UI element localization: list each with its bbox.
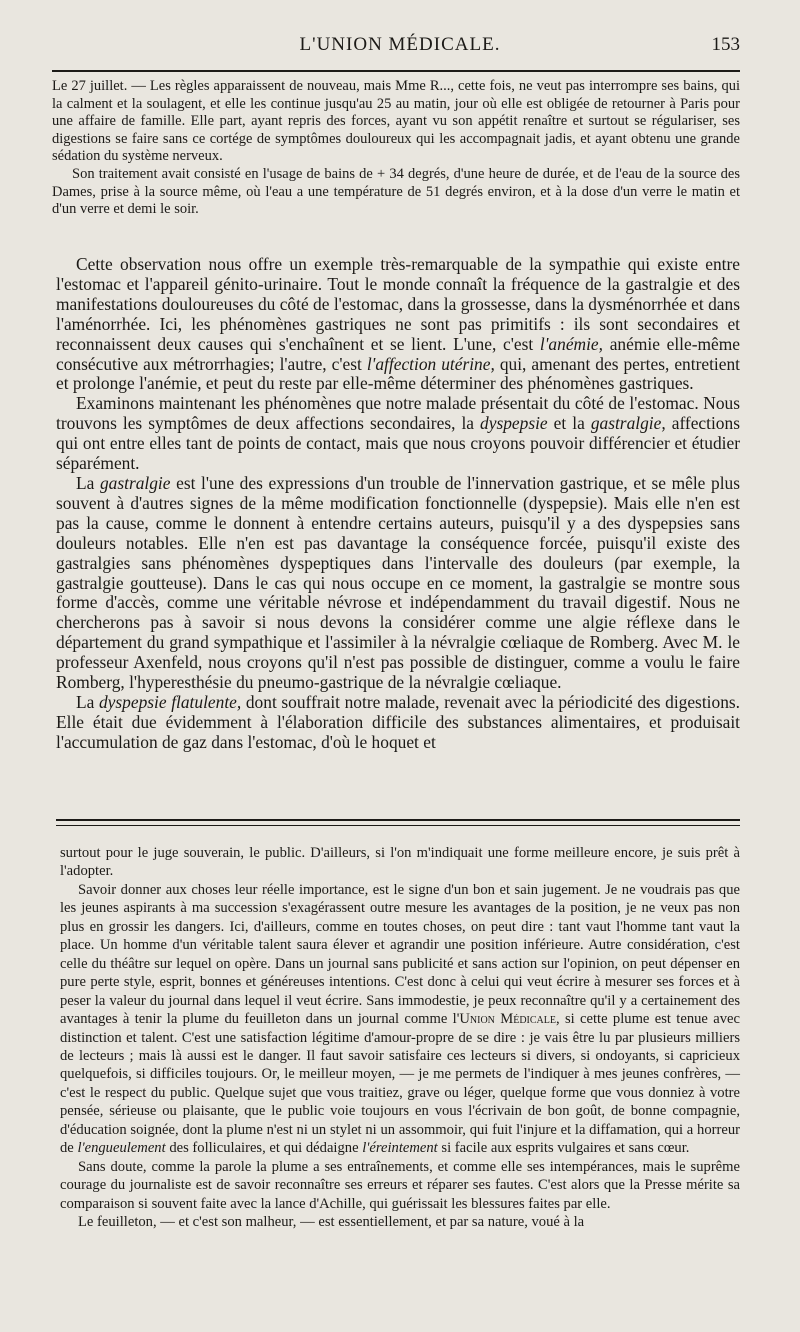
- discussion-paragraph-4: [56, 693, 740, 753]
- running-title: L'UNION MÉDICALE.: [299, 34, 501, 55]
- text-run: La: [76, 472, 95, 493]
- text-run: Examinons maintenant les phénomènes que notre malade présentait du côté de l'estomac. Nous trouvons les symptômes de deux affections secondaires, la: [56, 393, 740, 434]
- case-paragraph-1: Le 27 juillet. — Les règles apparaissent de nouveau, mais Mme R..., cette fois, ne veut pas interrompre ses bains, qui la calment et la soulagent, et elle les continue jusqu'au 25 au matin, jour où elle est obligée de retourner à Paris pour une affaire de famille. Elle part, ayant repris des forces, ayant vu son appétit renaître et surtout se régulariser, ses digestions se faire sans ce cortége de symptômes douloureux qui les accompagnait jadis, et ayant obtenu une grande sédation du système nerveux.: [52, 78, 740, 165]
- feuilleton-paragraph-1: surtout pour le juge souverain, le public. D'ailleurs, si l'on m'indiquait une forme meilleure encore, je suis prêt à l'adopter.: [60, 845, 740, 880]
- text-run: dont souffrait notre malade, revenait avec la périodicité des digestions. Elle était due évidemment à l'élaboration difficile des substances alimentaires, et produisait l'accumulation de gaz dans l'estomac, d'où le hoquet et: [56, 691, 740, 752]
- case-paragraph-2: Son traitement avait consisté en l'usage de bains de + 34 degrés, d'une heure de durée, et de l'eau de la source des Dames, prise à la source même, où l'eau a une température de 51 degrés environ, et à la dose d'un verre le matin et d'un verre et demi le soir.: [52, 165, 740, 218]
- feuilleton-rule-thick: [56, 819, 740, 821]
- text-run: si facile aux esprits vulgaires et sans cœur.: [441, 1140, 690, 1157]
- feuilleton-paragraph-4: Le feuilleton, — et c'est son malheur, — est essentiellement, et par sa nature, voué à la: [78, 1214, 585, 1231]
- italic-term: gastralgie: [99, 472, 171, 493]
- italic-term: l'engueulement: [77, 1140, 166, 1157]
- discussion-text: [56, 255, 740, 753]
- text-run: , si cette plume est tenue avec distinction et talent. C'est une satisfaction légitime d'amour-propre de se dire : je vais être lu par plusieurs milliers de lecteurs ; mais là aussi est le danger. Il faut savoir satisfaire ces lecteurs si divers, si ondoyants, si capricieux quelquefois, si difficiles toujours. Or, le meilleur moyen, — je me permets de l'indiquer à mes jeunes confrères, — c'est le respect du public. Quelque sujet que vous traitiez, grave ou léger, quelque forme que vous donniez à votre pensée, sérieuse ou plaisante, que le public voie toujours en vous l'écrivain de bon goût, de bonne compagnie, d'éducation soignée, dont la plume n'est ni un stylet ni un assommoir, qui fuit l'injure et la diffamation, qui a horreur de: [60, 1011, 740, 1157]
- case-report: [52, 78, 740, 219]
- italic-term: gastralgie,: [590, 413, 666, 434]
- italic-term: l'affection utérine,: [366, 353, 495, 374]
- page-header: [60, 34, 740, 58]
- feuilleton-rule-thin: [56, 825, 740, 826]
- feuilleton-paragraph-3: Sans doute, comme la parole la plume a ses entraînements, et comme elle ses intempérances, mais le suprême courage du journaliste est de savoir reconnaître ses erreurs et réparer ses fautes. C'est alors que la Presse mérite sa comparaison si souvent faite avec la lance d'Achille, qui guérissait les blessures faites par elle.: [60, 1158, 740, 1212]
- text-run: La: [76, 691, 95, 712]
- text-run: Cette observation nous offre un exemple très-remarquable de la sympathie qui existe entre l'estomac et l'appareil génito-urinaire. Tout le monde connaît la fréquence de la gastralgie et des manifestations douloureuses du côté de l'estomac, dans la grossesse, dans la dysménorrhée et dans l'aménorrhée. Ici, les phénomènes gastriques ne sont pas primitifs : ils sont secondaires et reconnaissent deux causes qui s'enchaînent et se lient. L'une, c'est: [56, 254, 740, 354]
- text-run: et la: [553, 413, 585, 434]
- discussion-paragraph-2: [56, 394, 740, 474]
- italic-term: dyspepsie: [480, 413, 548, 434]
- text-run: anémie elle-même consécutive aux métrorrhagies; l'autre, c'est: [56, 333, 740, 374]
- page-number: 153: [711, 34, 740, 55]
- text-run: affections qui ont entre elles tant de points de contact, mais que nous croyons pouvoir différencier et étudier séparément.: [56, 413, 740, 474]
- journal-name: Union Médicale: [459, 1011, 556, 1028]
- header-rule: [52, 70, 740, 72]
- italic-term: dyspepsie flatulente,: [98, 691, 242, 712]
- discussion-paragraph-3: [56, 474, 740, 693]
- text-run: des folliculaires, et qui dédaigne: [169, 1140, 359, 1157]
- text-run: est l'une des expressions d'un trouble de l'innervation gastrique, et se mêle plus souvent à d'autres signes de la même modification fonctionnelle (dyspepsie). Mais elle n'en est pas la cause, comme le donnent à entendre certains auteurs, puisqu'il y a des dyspepsies sans douleurs notables. Elle n'en est pas davantage la conséquence forcée, puisqu'il existe des gastralgies sans phénomènes dyspeptiques dans l'intervalle des douleurs (par exemple, la gastralgie goutteuse). Dans le cas qui nous occupe en ce moment, la gastralgie se montre sous forme d'accès, comme une véritable névrose et indépendamment du travail digestif. Nous ne chercherons pas à savoir si nous devons la considérer comme une algie réflexe dans le département du grand sympathique et l'assimiler à la névralgie cœliaque de Romberg. Avec M. le professeur Axenfeld, nous croyons qu'il n'est pas possible de distinguer, comme a voulu le faire Romberg, l'hyperesthésie du pneumo-gastrique de la névralgie cœliaque.: [56, 472, 740, 693]
- text-run: Savoir donner aux choses leur réelle importance, est le signe d'un bon et sain jugement. Je ne voudrais pas que les jeunes aspirants à ma succession s'exagérassent outre mesure les avantages de la position, je ne veux pas non plus en grossir les dangers. Ici, d'ailleurs, comme en toutes choses, on peut dire : tant vaut l'homme tant vaut la place. Un homme d'un véritable talent saura élever et agrandir une position inférieure. Autre considération, c'est celle du théâtre sur lequel on opère. Dans un journal sans publicité et sans action sur l'opinion, on peut dépenser en pure perte style, esprit, bonnes et généreuses intentions. C'est donc à celui qui veut écrire à mesurer ses forces et à peser la valeur du journal dans lequel il veut écrire. Sans immodestie, je peux reconnaître qu'il y a certainement des avantages à tenir la plume du feuilleton dans un journal comme l': [60, 881, 740, 1028]
- italic-term: l'éreintement: [362, 1140, 438, 1157]
- italic-term: l'anémie,: [539, 333, 603, 354]
- feuilleton-paragraph-2: [60, 881, 740, 1158]
- discussion-paragraph-1: [56, 255, 740, 394]
- feuilleton-text: [60, 844, 740, 1232]
- text-run: qui, amenant des pertes, entretient et prolonge l'anémie, et peut du reste par elle-même déterminer des phénomènes gastriques.: [56, 353, 740, 394]
